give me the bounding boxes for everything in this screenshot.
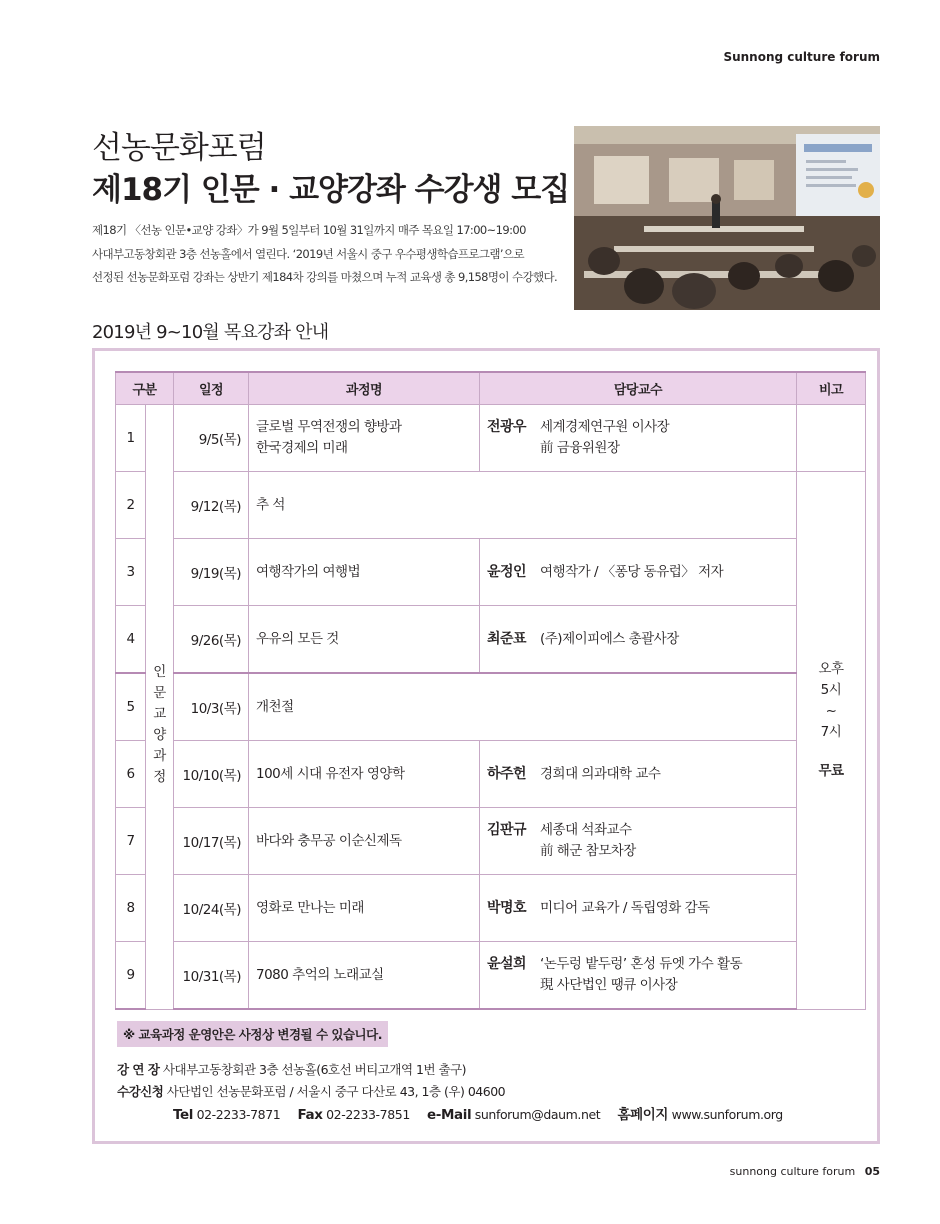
category-char: 인 <box>153 663 166 680</box>
row-course: 7080 추억의 노래교실 <box>249 942 480 1010</box>
note-text: 오후 <box>818 660 844 677</box>
row-professor <box>480 741 797 808</box>
row-date: 9/26(목) <box>174 606 249 674</box>
row-course: 추 석 <box>249 472 797 539</box>
professor-name: 김판규 <box>487 822 527 838</box>
venue-line <box>117 1059 505 1081</box>
row-number: 9 <box>116 942 146 1010</box>
professor-desc: 現 사단법인 땡큐 이사장 <box>540 977 678 993</box>
row-course <box>249 405 480 472</box>
professor-name: 전광우 <box>487 419 527 435</box>
category-char: 문 <box>153 684 166 701</box>
lecture-hall-image <box>574 126 880 310</box>
row-date: 10/3(목) <box>174 673 249 741</box>
table-row <box>116 405 866 472</box>
section-title: 2019년 9~10월 목요강좌 안내 <box>92 322 329 343</box>
category-char: 정 <box>153 768 166 785</box>
homepage-value: www.sunforum.org <box>671 1107 783 1122</box>
professor-desc: 前 금융위원장 <box>540 440 620 456</box>
professor-desc: 前 해군 참모차장 <box>540 843 636 859</box>
row-number: 2 <box>116 472 146 539</box>
venue-text: 사대부고동창회관 3층 선농홀(6호선 버티고개역 1번 출구) <box>162 1062 467 1077</box>
header-professor: 담당교수 <box>480 372 797 405</box>
professor-desc: 세계경제연구원 이사장 <box>540 419 670 435</box>
tel-value: 02-2233-7871 <box>196 1107 281 1122</box>
fax-label: Fax <box>297 1107 323 1123</box>
category-char: 양 <box>153 726 166 743</box>
table-row <box>116 673 866 741</box>
note-free: 무료 <box>818 762 844 779</box>
professor-desc: 미디어 교육가 / 독립영화 감독 <box>540 899 710 916</box>
course-line: 한국경제의 미래 <box>256 440 348 456</box>
notice-banner: ※ 교육과정 운영안은 사정상 변경될 수 있습니다. <box>117 1021 388 1047</box>
intro-paragraph <box>92 219 572 290</box>
apply-label: 수강신청 <box>117 1084 164 1099</box>
page-subtitle: 제18기 인문 · 교양강좌 수강생 모집 <box>92 172 570 208</box>
note-cell <box>797 472 866 1010</box>
professor-name: 최준표 <box>487 630 527 647</box>
email-value: sunforum@daum.net <box>474 1107 601 1122</box>
header-brand: Sunnong culture forum <box>723 50 880 64</box>
footer <box>730 1165 880 1178</box>
table-row <box>116 472 866 539</box>
table-row <box>116 741 866 808</box>
row-number: 1 <box>116 405 146 472</box>
category-char: 과 <box>153 747 166 764</box>
note-cell-top <box>797 405 866 472</box>
venue-label: 강 연 장 <box>117 1062 160 1077</box>
intro-line: 사대부고동창회관 3층 선농홀에서 열린다. ‘2019년 서울시 중구 우수평생학습프로그램’으로 <box>92 246 524 261</box>
row-course: 바다와 충무공 이순신제독 <box>249 808 480 875</box>
schedule-box <box>92 348 880 1144</box>
row-course: 여행작가의 여행법 <box>249 539 480 606</box>
row-professor <box>480 875 797 942</box>
table-row <box>116 808 866 875</box>
note-text: 5시 <box>820 681 842 698</box>
category-cell <box>146 405 174 1010</box>
row-date: 9/19(목) <box>174 539 249 606</box>
info-block <box>117 1059 505 1103</box>
table-row <box>116 539 866 606</box>
row-date: 10/24(목) <box>174 875 249 942</box>
intro-line: 선정된 선농문화포럼 강좌는 상반기 제184차 강의를 마쳤으며 누적 교육생 총 9,158명이 수강했다. <box>92 270 558 284</box>
professor-desc: ‘논두렁 밭두렁’ 혼성 듀엣 가수 활동 <box>540 956 743 972</box>
row-date: 10/31(목) <box>174 942 249 1010</box>
row-number: 7 <box>116 808 146 875</box>
page-number: 05 <box>864 1165 880 1178</box>
header-note: 비고 <box>797 372 866 405</box>
contact-line <box>173 1103 783 1123</box>
professor-name: 박명호 <box>487 899 527 916</box>
row-course: 영화로 만나는 미래 <box>249 875 480 942</box>
table-header-row <box>116 372 866 405</box>
row-professor <box>480 539 797 606</box>
row-professor <box>480 808 797 875</box>
row-number: 5 <box>116 673 146 741</box>
table-row <box>116 875 866 942</box>
table-row <box>116 942 866 1010</box>
professor-desc: 여행작가 / 〈퐁당 동유럽〉 저자 <box>540 563 724 580</box>
category-char: 교 <box>153 705 166 722</box>
course-line: 글로벌 무역전쟁의 향방과 <box>256 419 402 435</box>
header-category: 구분 <box>116 372 174 405</box>
professor-name: 윤정인 <box>487 563 527 580</box>
row-professor <box>480 405 797 472</box>
fax-value: 02-2233-7851 <box>326 1107 410 1122</box>
footer-brand: sunnong culture forum <box>729 1165 856 1178</box>
row-number: 8 <box>116 875 146 942</box>
table-row <box>116 606 866 674</box>
page-title: 선농문화포럼 <box>92 130 266 166</box>
homepage-label: 홈페이지 <box>617 1107 669 1123</box>
row-course: 100세 시대 유전자 영양학 <box>249 741 480 808</box>
row-number: 4 <box>116 606 146 674</box>
professor-desc: (주)제이피에스 총괄사장 <box>540 630 679 647</box>
intro-line: 제18기 〈선농 인문•교양 강좌〉가 9월 5일부터 10월 31일까지 매주 목요일 17:00~19:00 <box>92 223 526 237</box>
header-course: 과정명 <box>249 372 480 405</box>
row-date: 10/10(목) <box>174 741 249 808</box>
apply-line <box>117 1081 505 1103</box>
email-label: e-Mail <box>427 1107 472 1123</box>
professor-name: 윤설희 <box>487 956 527 972</box>
row-number: 6 <box>116 741 146 808</box>
professor-desc: 경희대 의과대학 교수 <box>540 765 661 782</box>
professor-desc: 세종대 석좌교수 <box>540 822 632 838</box>
tel-label: Tel <box>173 1107 193 1123</box>
note-text: 7시 <box>820 723 842 740</box>
row-course: 개천절 <box>249 673 797 741</box>
lecture-photo <box>574 126 880 310</box>
row-professor <box>480 606 797 674</box>
professor-name: 하주헌 <box>487 765 527 782</box>
note-text: ~ <box>825 702 837 719</box>
row-date: 9/12(목) <box>174 472 249 539</box>
row-course: 우유의 모든 것 <box>249 606 480 674</box>
row-date: 9/5(목) <box>174 405 249 472</box>
apply-text: 사단법인 선농문화포럼 / 서울시 중구 다산로 43, 1층 (우) 04600 <box>166 1084 506 1099</box>
header-date: 일정 <box>174 372 249 405</box>
row-professor <box>480 942 797 1010</box>
row-date: 10/17(목) <box>174 808 249 875</box>
schedule-table <box>115 371 866 1010</box>
row-number: 3 <box>116 539 146 606</box>
